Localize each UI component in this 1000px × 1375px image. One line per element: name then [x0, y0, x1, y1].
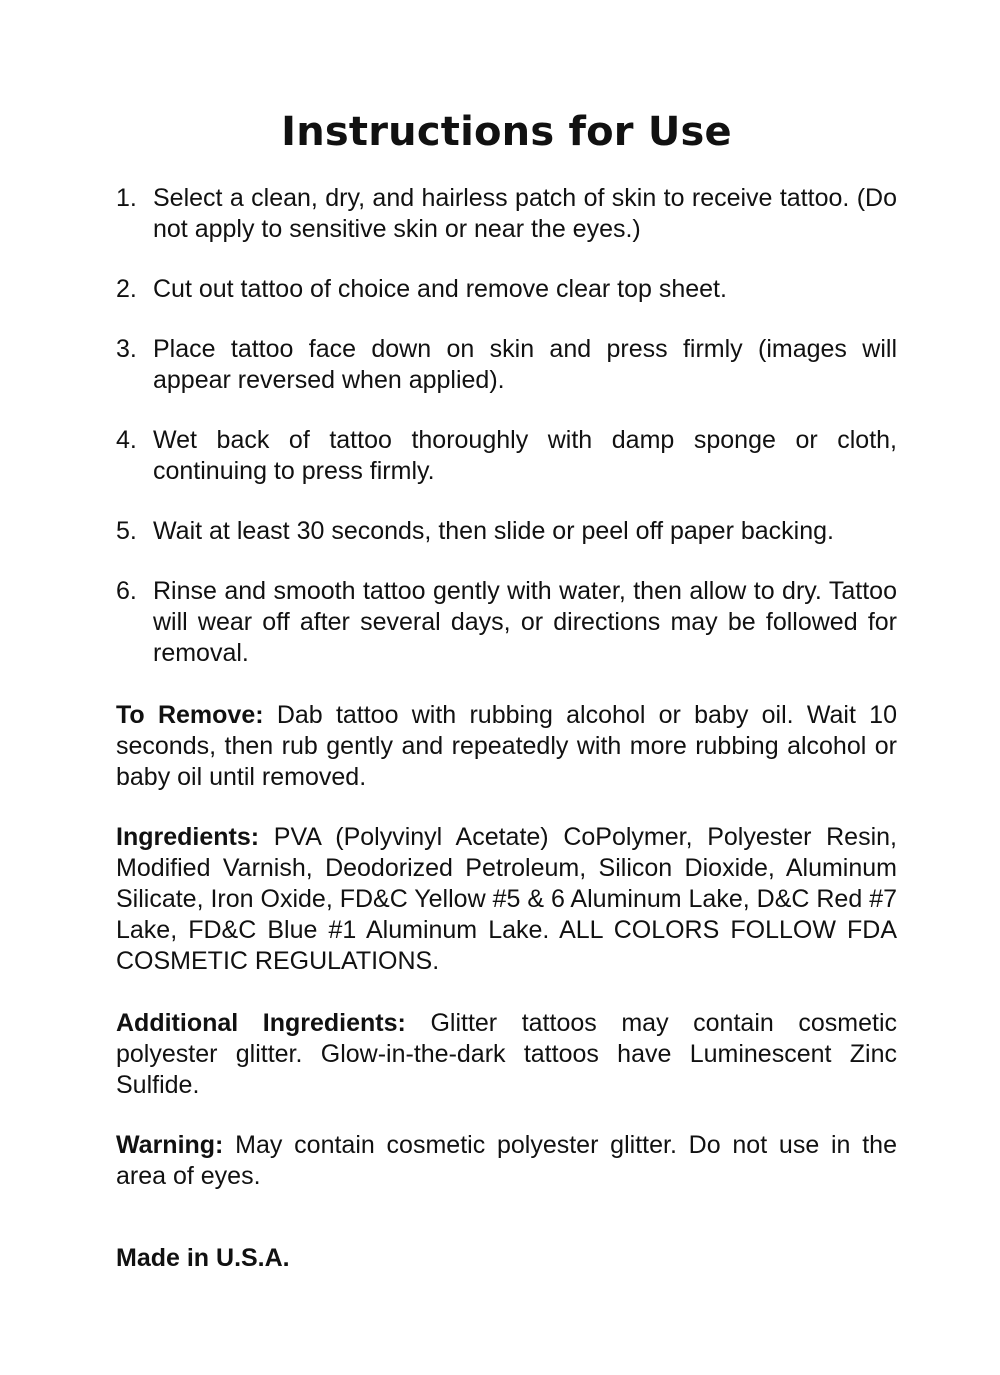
step-text: Cut out tattoo of choice and remove clear top sheet.: [153, 275, 727, 303]
step-number: 4.: [116, 426, 137, 454]
step-text: Rinse and smooth tattoo gently with water, then allow to dry. Tattoo will wear off after several days, or directions may be followed for removal.: [153, 577, 897, 667]
instruction-step: [116, 576, 897, 669]
warning-section: [116, 1130, 897, 1192]
removal-section: [116, 700, 897, 793]
step-text: Select a clean, dry, and hairless patch of skin to receive tattoo. (Do not apply to sensitive skin or near the eyes.): [153, 184, 897, 243]
step-number: 1.: [116, 184, 137, 212]
removal-text: Dab tattoo with rubbing alcohol or baby oil. Wait 10 seconds, then rub gently and repeatedly with more rubbing alcohol or baby oil until removed.: [116, 701, 897, 791]
instruction-step: [116, 334, 897, 396]
warning-label: Warning:: [116, 1131, 224, 1159]
step-number: 3.: [116, 335, 137, 363]
ingredients-section: [116, 822, 897, 977]
additional-ingredients-label: Additional Ingredients:: [116, 1009, 406, 1037]
ingredients-text: PVA (Polyvinyl Acetate) CoPolymer, Polyester Resin, Modified Varnish, Deodorized Petroleum, Silicon Dioxide, Aluminum Silicate, Iron Oxide, FD&C Yellow #5 & 6 Aluminum Lake, D&C Red #7 Lake, FD&C Blue #1 Aluminum Lake. ALL COLORS FOLLOW FDA COSMETIC REGULATIONS.: [116, 823, 897, 975]
page-title: Instructions for Use: [281, 109, 732, 155]
step-text: Place tattoo face down on skin and press firmly (images will appear reversed when applied).: [153, 335, 897, 394]
step-number: 6.: [116, 577, 137, 605]
warning-text: May contain cosmetic polyester glitter. Do not use in the area of eyes.: [116, 1131, 897, 1190]
step-number: 5.: [116, 517, 137, 545]
instruction-step: [116, 516, 897, 547]
instruction-step: [116, 274, 897, 305]
instruction-step: [116, 425, 897, 487]
made-in-label: Made in U.S.A.: [116, 1244, 290, 1272]
removal-label: To Remove:: [116, 701, 264, 729]
additional-ingredients-text: Glitter tattoos may contain cosmetic polyester glitter. Glow-in-the-dark tattoos have Luminescent Zinc Sulfide.: [116, 1009, 897, 1099]
step-text: Wait at least 30 seconds, then slide or peel off paper backing.: [153, 517, 834, 545]
step-text: Wet back of tattoo thoroughly with damp sponge or cloth, continuing to press firmly.: [153, 426, 897, 485]
additional-ingredients-section: [116, 1008, 897, 1101]
instruction-steps-list: [116, 183, 897, 698]
instruction-step: [116, 183, 897, 245]
ingredients-label: Ingredients:: [116, 823, 260, 851]
step-number: 2.: [116, 275, 137, 303]
